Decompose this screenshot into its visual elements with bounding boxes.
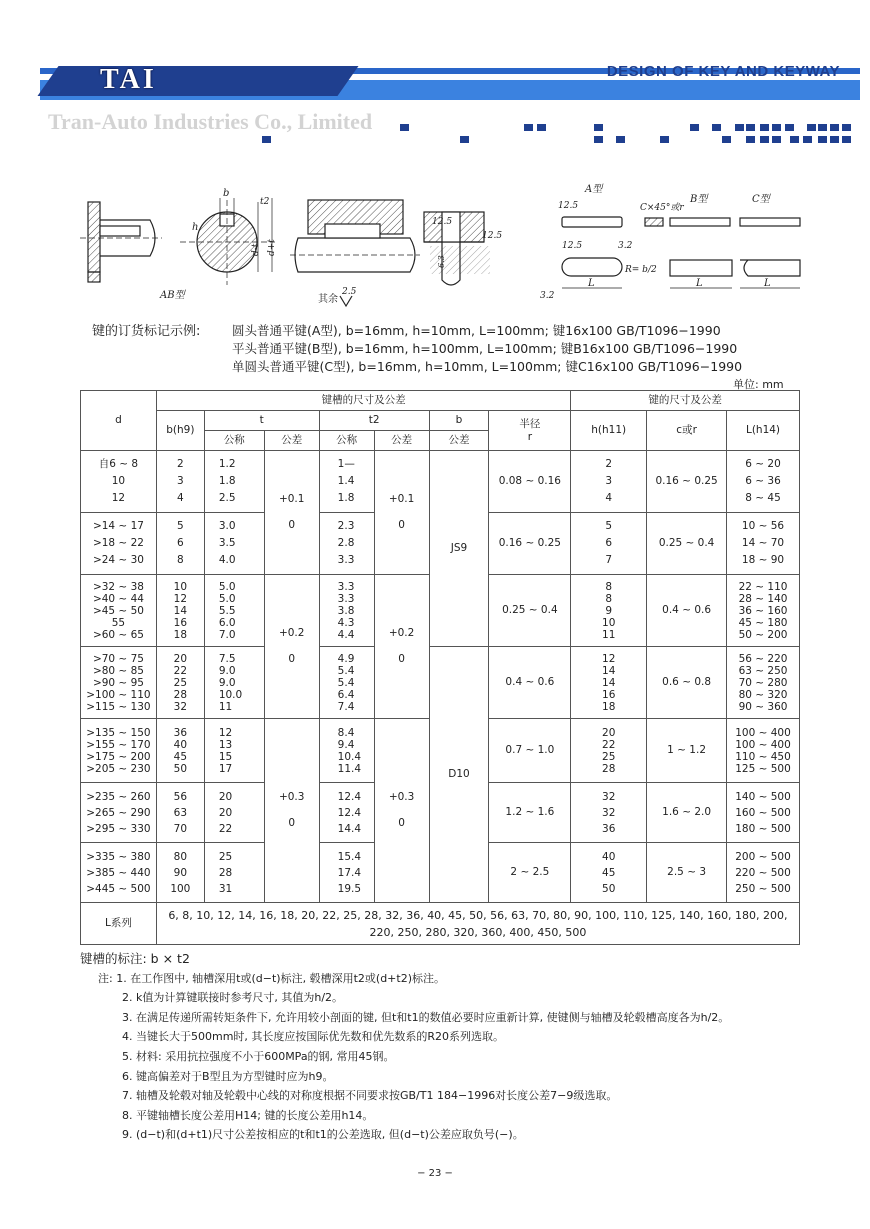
svg-text:3.2: 3.2 (618, 241, 633, 251)
cell-c: 0.25 ~ 0.4 (647, 513, 727, 575)
svg-text:h: h (192, 222, 199, 233)
cell-L: 6 ~ 20 6 ~ 36 8 ~ 45 (727, 451, 800, 513)
page-number: − 23 − (417, 1168, 453, 1179)
cell-c: 0.4 ~ 0.6 (647, 575, 727, 647)
cell-b: 80 90 100 (156, 843, 204, 903)
note-item: 注: 1. 在工作图中, 轴槽深用t或(d−t)标注, 毂槽深用t2或(d+t2)标注。 (98, 971, 445, 985)
cell-t-tol: +0.1 0 (264, 451, 319, 575)
svg-text:d-t: d-t (251, 243, 261, 256)
header-b-h9: b(h9) (156, 411, 204, 451)
cell-r: 2 ~ 2.5 (489, 843, 571, 903)
cell-h: 2 3 4 (571, 451, 647, 513)
cell-d: >32 ~ 38 >40 ~ 44 >45 ~ 50 55 >60 ~ 65 (81, 575, 157, 647)
cell-t-tol: +0.3 0 (264, 719, 319, 903)
header-radius: 半径 r (489, 411, 571, 451)
note-item: 8. 平键轴槽长度公差用H14; 键的长度公差用h14。 (122, 1108, 374, 1122)
svg-text:6.3: 6.3 (437, 255, 446, 268)
svg-text:C型: C型 (752, 194, 770, 205)
cell-r: 0.4 ~ 0.6 (489, 647, 571, 719)
header-keyway: 键槽的尺寸及公差 (156, 391, 570, 411)
header-b: b (429, 411, 489, 431)
cell-h: 32 32 36 (571, 783, 647, 843)
svg-text:3.2: 3.2 (540, 291, 555, 301)
cell-t: 5.0 5.0 5.5 6.0 7.0 (204, 575, 264, 647)
logo: TAI (100, 64, 157, 95)
cell-c: 2.5 ~ 3 (647, 843, 727, 903)
cell-t-tol: +0.2 0 (264, 575, 319, 719)
hub-shaft-drawing (290, 200, 420, 306)
svg-text:d+t: d+t (267, 239, 277, 256)
cell-L: 10 ~ 56 14 ~ 70 18 ~ 90 (727, 513, 800, 575)
cell-b: 2 3 4 (156, 451, 204, 513)
keyway-detail-drawing (424, 212, 502, 285)
cell-r: 0.25 ~ 0.4 (489, 575, 571, 647)
cell-b-tol: D10 (429, 647, 489, 903)
cell-d: 自6 ~ 8 10 12 (81, 451, 157, 513)
svg-text:b: b (223, 188, 230, 199)
rest-label: 其余 (318, 294, 338, 305)
cell-t2: 2.3 2.8 3.3 (319, 513, 374, 575)
cell-r: 0.16 ~ 0.25 (489, 513, 571, 575)
key-types-drawing (540, 183, 800, 301)
svg-text:12.5: 12.5 (558, 201, 579, 211)
cell-b-tol: JS9 (429, 451, 489, 647)
cell-t2: 15.4 17.4 19.5 (319, 843, 374, 903)
cell-t: 7.5 9.0 9.0 10.0 11 (204, 647, 264, 719)
header-L-h14: L(h14) (727, 411, 800, 451)
order-example (92, 322, 743, 374)
cell-L: 56 ~ 220 63 ~ 250 70 ~ 280 80 ~ 320 90 ~ 360 (727, 647, 800, 719)
header-t-tolerance: 公差 (264, 431, 319, 451)
svg-text:2.5: 2.5 (342, 287, 357, 297)
svg-text:12.5: 12.5 (562, 241, 583, 251)
note-item: 2. k值为计算键联接时参考尺寸, 其值为h/2。 (122, 991, 344, 1005)
cell-b: 36 40 45 50 (156, 719, 204, 783)
note-item: 4. 当键长大于500mm时, 其长度应按国际优先数和优先数系的R20系列选取。 (122, 1030, 505, 1044)
svg-text:A型: A型 (585, 184, 603, 195)
cell-t: 20 20 22 (204, 783, 264, 843)
note-item: 5. 材料: 采用抗拉强度不小于600MPa的钢, 常用45钢。 (122, 1049, 395, 1063)
order-line-b: 平头普通平键(B型), b=16mm, h=100mm, L=100mm; 键B16x100 GB/T1096−1990 (232, 341, 738, 356)
header-t2-tolerance: 公差 (374, 431, 429, 451)
cell-d: >14 ~ 17 >18 ~ 22 >24 ~ 30 (81, 513, 157, 575)
cell-r: 0.08 ~ 0.16 (489, 451, 571, 513)
doc-title: DESIGN OF KEY AND KEYWAY (606, 63, 840, 80)
order-line-c: 单圆头普通平键(C型), b=16mm, h=10mm, L=100mm; 键C16x100 GB/T1096−1990 (232, 359, 743, 374)
cell-t: 3.0 3.5 4.0 (204, 513, 264, 575)
svg-text:L: L (696, 278, 703, 289)
note-item: 9. (d−t)和(d+t1)尺寸公差按相应的t和t1的公差选取, 但(d−t)公差应取负号(−)。 (122, 1128, 524, 1142)
header-d: d (81, 391, 157, 451)
header-c-or-r: c或r (647, 411, 727, 451)
l-series-values: 6, 8, 10, 12, 14, 16, 18, 20, 22, 25, 28, 32, 36, 40, 45, 50, 56, 63, 70, 80, 90, 100, 110, 125, 140, 160, 180, 200, 220, 250, 280, 320, 360, 400, 450, 500 (156, 903, 799, 945)
cell-t2-tol: +0.2 0 (374, 575, 429, 719)
header-h-h11: h(h11) (571, 411, 647, 451)
cell-h: 12 14 14 16 18 (571, 647, 647, 719)
cell-b: 5 6 8 (156, 513, 204, 575)
cell-t: 1.2 1.8 2.5 (204, 451, 264, 513)
cell-h: 20 22 25 28 (571, 719, 647, 783)
header-t2: t2 (319, 411, 429, 431)
order-label: 键的订货标记示例: (92, 324, 201, 339)
cell-c: 1.6 ~ 2.0 (647, 783, 727, 843)
svg-text:B型: B型 (690, 194, 708, 205)
cell-t2: 3.3 3.3 3.8 4.3 4.4 (319, 575, 374, 647)
cell-t: 12 13 15 17 (204, 719, 264, 783)
order-line-a: 圆头普通平键(A型), b=16mm, h=10mm, L=100mm; 键16x100 GB/T1096−1990 (232, 323, 721, 338)
cell-L: 200 ~ 500 220 ~ 500 250 ~ 500 (727, 843, 800, 903)
cell-t2: 1— 1.4 1.8 (319, 451, 374, 513)
l-series-label: L系列 (81, 903, 157, 945)
company-name: Tran-Auto Industries Co., Limited (48, 109, 373, 134)
cell-b: 20 22 25 28 32 (156, 647, 204, 719)
shaft-keyway-drawing (80, 202, 187, 301)
cell-L: 140 ~ 500 160 ~ 500 180 ~ 500 (727, 783, 800, 843)
header-t-nominal: 公称 (204, 431, 264, 451)
header-key: 键的尺寸及公差 (571, 391, 800, 411)
cell-b: 56 63 70 (156, 783, 204, 843)
svg-text:L: L (764, 278, 771, 289)
page-header (0, 0, 870, 100)
svg-text:12.5: 12.5 (482, 231, 503, 241)
cell-t2: 8.4 9.4 10.4 11.4 (319, 719, 374, 783)
cross-section-drawing (180, 188, 277, 285)
cell-d: >135 ~ 150 >155 ~ 170 >175 ~ 200 >205 ~ 230 (81, 719, 157, 783)
ab-label: AB型 (160, 290, 185, 301)
key-dimension-table (80, 390, 800, 945)
svg-text:R= b/2: R= b/2 (625, 265, 657, 275)
cell-c: 0.6 ~ 0.8 (647, 647, 727, 719)
svg-text:C×45°或r: C×45°或r (640, 203, 684, 213)
note-item: 7. 轴槽及轮毂对轴及轮毂中心线的对称度根据不同要求按GB/T1 184−1996对长度公差7−9级选取。 (122, 1089, 618, 1103)
logo-band (37, 66, 358, 96)
svg-text:t2: t2 (260, 197, 270, 207)
header-t2-nominal: 公称 (319, 431, 374, 451)
cell-h: 8 8 9 10 11 (571, 575, 647, 647)
cell-d: >335 ~ 380 >385 ~ 440 >445 ~ 500 (81, 843, 157, 903)
cell-c: 0.16 ~ 0.25 (647, 451, 727, 513)
cell-L: 22 ~ 110 28 ~ 140 36 ~ 160 45 ~ 180 50 ~ 200 (727, 575, 800, 647)
svg-text:L: L (588, 278, 595, 289)
note-item: 6. 键高偏差对于B型且为方型键时应为h9。 (122, 1069, 334, 1083)
note-item: 3. 在满足传递所需转矩条件下, 允许用较小剖面的键, 但t和t1的数值必要时应重新计算, 使键侧与轴槽及轮毂槽高度各为h/2。 (122, 1010, 730, 1024)
cell-t2: 12.4 12.4 14.4 (319, 783, 374, 843)
keyway-drawings (80, 180, 820, 315)
cell-b: 10 12 14 16 18 (156, 575, 204, 647)
cell-t: 25 28 31 (204, 843, 264, 903)
svg-text:12.5: 12.5 (432, 217, 453, 227)
header-b-tolerance: 公差 (429, 431, 489, 451)
header-t: t (204, 411, 319, 431)
cell-h: 40 45 50 (571, 843, 647, 903)
cell-t2-tol: +0.1 0 (374, 451, 429, 575)
cell-h: 5 6 7 (571, 513, 647, 575)
cell-r: 0.7 ~ 1.0 (489, 719, 571, 783)
cell-L: 100 ~ 400 100 ~ 400 110 ~ 450 125 ~ 500 (727, 719, 800, 783)
cell-t2-tol: +0.3 0 (374, 719, 429, 903)
cell-d: >70 ~ 75 >80 ~ 85 >90 ~ 95 >100 ~ 110 >115 ~ 130 (81, 647, 157, 719)
notes-heading: 键槽的标注: b × t2 (80, 951, 190, 966)
notes-section (80, 949, 729, 1145)
cell-t2: 4.9 5.4 5.4 6.4 7.4 (319, 647, 374, 719)
cell-c: 1 ~ 1.2 (647, 719, 727, 783)
unit-label: 单位: mm (733, 378, 784, 391)
cell-r: 1.2 ~ 1.6 (489, 783, 571, 843)
cell-d: >235 ~ 260 >265 ~ 290 >295 ~ 330 (81, 783, 157, 843)
